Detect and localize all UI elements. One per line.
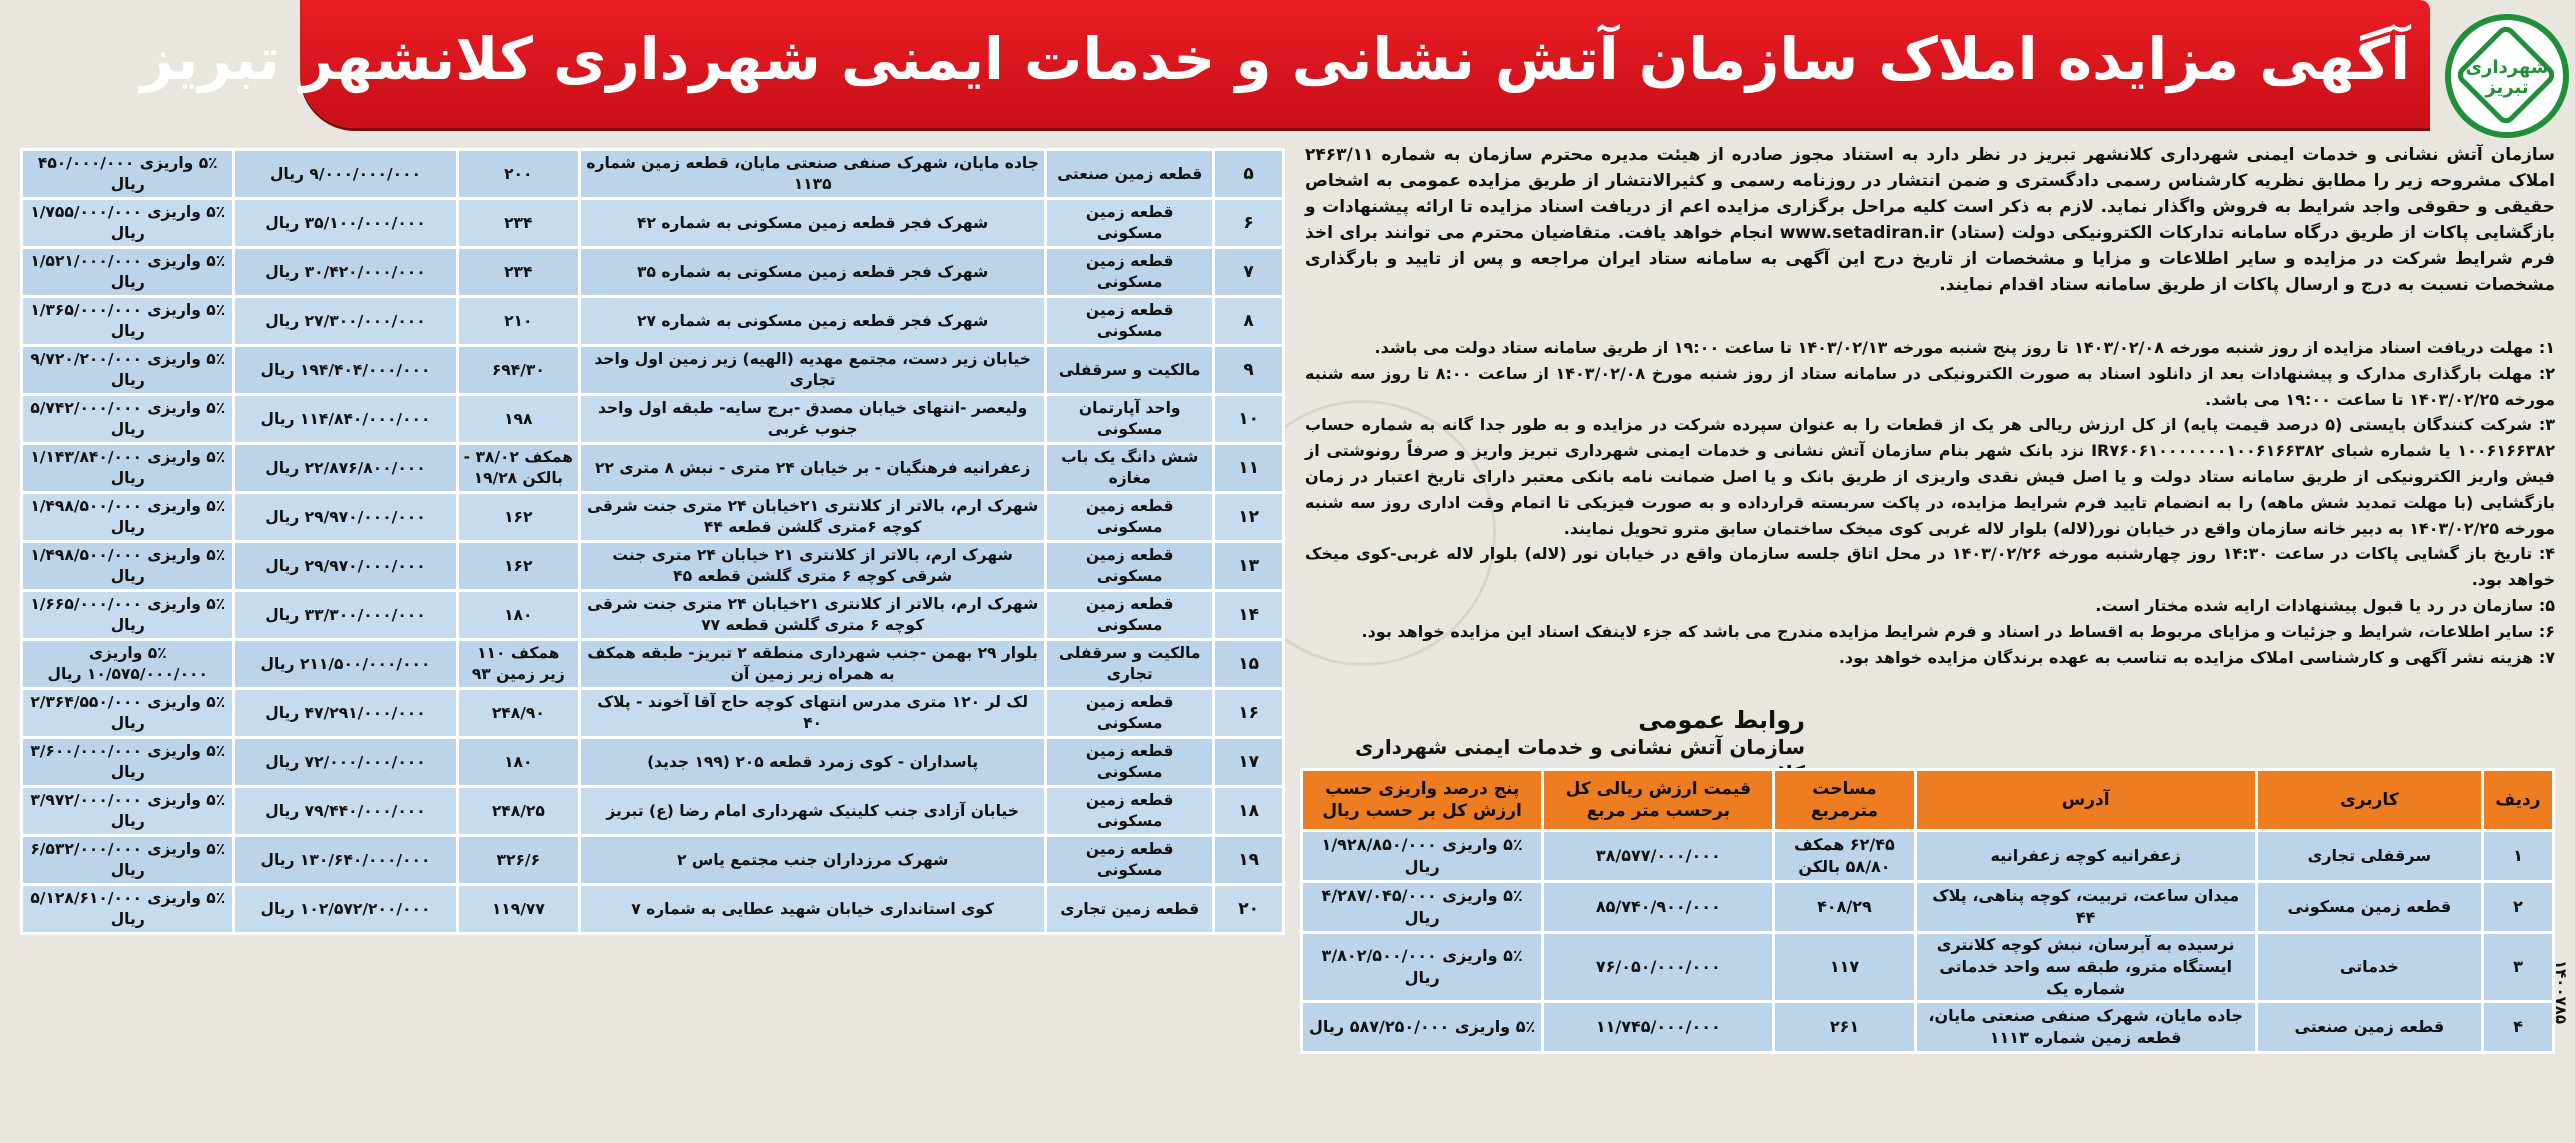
cell-price: ۱۱۴/۸۴۰/۰۰۰/۰۰۰ ریال [234,395,457,444]
table-header-row [1302,770,2554,831]
cell-usage: مالکیت و سرقفلی تجاری [1046,640,1214,689]
cell-address: زعفرانیه کوچه زعفرانیه [1915,831,2256,882]
cell-deposit: ۵٪ واریزی ۴/۲۸۷/۰۴۵/۰۰۰ ریال [1302,882,1543,933]
cell-row-number: ۷ [1214,248,1284,297]
cell-address: جاده مایان، شهرک صنفی صنعتی مایان، قطعه زمین شماره ۱۱۱۳ [1915,1002,2256,1053]
cell-deposit: ۵٪ واریزی ۱/۹۲۸/۸۵۰/۰۰۰ ریال [1302,831,1543,882]
cell-address: بلوار ۲۹ بهمن -جنب شهرداری منطقه ۲ تبریز- طبقه همکف به همراه زیر زمین آن [580,640,1046,689]
cell-usage: قطعه زمین صنعتی [2256,1002,2482,1053]
cell-price: ۸۵/۷۴۰/۹۰۰/۰۰۰ [1543,882,1774,933]
condition-item: ۷: هزینه نشر آگهی و کارشناسی املاک مزایده به تناسب به عهده برندگان مزایده خواهد بود. [1838,647,2555,667]
cell-price: ۲۹/۹۷۰/۰۰۰/۰۰۰ ریال [234,542,457,591]
cell-row-number: ۱۱ [1214,444,1284,493]
table-row [22,738,1284,787]
cell-usage: قطعه زمین مسکونی [1046,199,1214,248]
right-property-table [1300,768,2555,1054]
intro-paragraph [1305,142,2555,298]
cell-address: جاده مایان، شهرک صنفی صنعتی مایان، قطعه زمین شماره ۱۱۳۵ [580,150,1046,199]
cell-usage: قطعه زمین مسکونی [1046,297,1214,346]
side-code: ۱۴۰۰۷۸۵ [2552,960,2570,1025]
cell-area: ۱۶۲ [457,542,580,591]
condition-item: ۳: شرکت کنندگان بایستی (۵ درصد قیمت پایه) از کل ارزش ریالی هر یک از قطعات را به عنوان سپرده شرکت در مزایده و به طور جدا گانه به شماره حساب ۱۰۰۶۱۶۶۳۸۲ یا شماره شبای IR۷۶۰۶۱۰۰۰۰۰۰۰۱۰۰۶۱۶۶۳۸۲ نزد بانک شهر بنام سازمان آتش نشانی و خدمات ایمنی شهرداری تبریز واریز و صرفاً رونوشتی از فیش واریز الکترونیکی از طریق سامانه ستاد دولت و یا اصل فیش نقدی واریزی از طریق بانک و یا اصل ضمانت نامه بانکی معتبر دارای تاریخ اعتبار در زمان بازگشایی (با مهلت تمدید شش ماهه) را به انضمام تایید فرم شرایط مزایده، در پاکت سربسته قرارداده و به صورت فیزیکی تا اتمام وقت اداری روز سه شنبه مورخه ۱۴۰۳/۰۲/۲۵ به دبیر خانه سازمان واقع در خیابان نور(لاله) بلوار لاله غربی کوی میخک ساختمان سابق مترو تحویل نمایند. [1305,415,2556,538]
cell-usage: قطعه زمین مسکونی [1046,689,1214,738]
cell-row-number: ۴ [2482,1002,2553,1053]
table-row [22,493,1284,542]
cell-address: زعفرانیه فرهنگیان - بر خیابان ۲۴ متری - نبش ۸ متری ۲۲ [580,444,1046,493]
cell-area: همکف ۱۱۰ زیر زمین ۹۳ [457,640,580,689]
cell-deposit: ۵٪ واریزی ۳/۶۰۰/۰۰۰/۰۰۰ ریال [22,738,234,787]
condition-item: ۲: مهلت بارگذاری مدارک و پیشنهادات بعد از دانلود اسناد به صورت الکترونیکی در سامانه ستاد از روز شنبه مورخ ۱۴۰۳/۰۲/۰۸ از ساعت ۸:۰۰ تا روز سه شنبه مورخه ۱۴۰۳/۰۲/۲۵ تا ساعت ۱۹:۰۰ می باشد. [1305,363,2555,409]
cell-address: شهرک فجر قطعه زمین مسکونی به شماره ۳۵ [580,248,1046,297]
cell-deposit: ۵٪ واریزی ۱/۷۵۵/۰۰۰/۰۰۰ ریال [22,199,234,248]
cell-area: همکف ۳۸/۰۲ - بالکن ۱۹/۲۸ [457,444,580,493]
logo-text: شهرداری تبریز [2465,57,2549,98]
table-row [1302,882,2554,933]
cell-price: ۳۵/۱۰۰/۰۰۰/۰۰۰ ریال [234,199,457,248]
cell-price: ۴۷/۲۹۱/۰۰۰/۰۰۰ ریال [234,689,457,738]
header-area: مساحت مترمربع [1774,770,1915,831]
cell-row-number: ۵ [1214,150,1284,199]
cell-usage: قطعه زمین صنعتی [1046,150,1214,199]
header-banner [140,0,2430,128]
cell-usage: سرقفلی تجاری [2256,831,2482,882]
cell-area: ۱۶۲ [457,493,580,542]
cell-deposit: ۵٪ واریزی ۱/۳۶۵/۰۰۰/۰۰۰ ریال [22,297,234,346]
cell-usage: قطعه زمین مسکونی [2256,882,2482,933]
cell-address: شهرک مرزداران جنب مجتمع یاس ۲ [580,836,1046,885]
cell-price: ۱۳۰/۶۴۰/۰۰۰/۰۰۰ ریال [234,836,457,885]
cell-deposit: ۵٪ واریزی ۵/۱۲۸/۶۱۰/۰۰۰ ریال [22,885,234,934]
cell-usage: مالکیت و سرقفلی [1046,346,1214,395]
intro-text: سازمان آتش نشانی و خدمات ایمنی شهرداری کلانشهر تبریز در نظر دارد به استناد مجوز صادره از هیئت مدیره محترم سازمان به شماره ۲۴۶۳/۱۱ املاک مشروحه زیر را مطابق نظریه کارشناس رسمی دادگستری و ضمن انتشار در روزنامه رسمی و کثیرالانتشار از طریق مزایده عمومی به اشخاص حقیقی و حقوقی واجد شرایط به فروش واگذار نماید. لازم به ذکر است کلیه مراحل برگزاری مزایده اعم از دریافت اسناد مزایده تا ارائه پیشنهادات و بازگشایی پاکات از طریق درگاه سامانه تدارکات الکترونیکی دولت (ستاد) www.setadiran.ir انجام خواهد یافت. متقاضیان محترم می توانند برای اخذ فرم شرایط شرکت در مزایده و سایر اطلاعات و مزایا و مشخصات از تاریخ درج این آگهی به سامانه ستاد ایران مراجعه و پس از تایید و بارگذاری مشخصات نسبت به درج و ارسال پاکات از طریق سامانه ستاد اقدام نمایند. [1305,145,2555,295]
cell-row-number: ۳ [2482,933,2553,1002]
cell-deposit: ۵٪ واریزی ۱/۵۲۱/۰۰۰/۰۰۰ ریال [22,248,234,297]
cell-address: پاسداران - کوی زمرد قطعه ۲۰۵ (۱۹۹ جدید) [580,738,1046,787]
cell-price: ۷۶/۰۵۰/۰۰۰/۰۰۰ [1543,933,1774,1002]
cell-price: ۲۷/۳۰۰/۰۰۰/۰۰۰ ریال [234,297,457,346]
cell-row-number: ۱۳ [1214,542,1284,591]
cell-deposit: ۵٪ واریزی ۶/۵۳۲/۰۰۰/۰۰۰ ریال [22,836,234,885]
cell-row-number: ۱۵ [1214,640,1284,689]
cell-area: ۱۹۸ [457,395,580,444]
cell-deposit: ۵٪ واریزی ۹/۷۲۰/۲۰۰/۰۰۰ ریال [22,346,234,395]
cell-address: نرسیده به آبرسان، نبش کوچه کلانتری ایستگاه مترو، طبقه سه واحد خدماتی شماره یک [1915,933,2256,1002]
cell-price: ۱۰۲/۵۷۲/۲۰۰/۰۰۰ ریال [234,885,457,934]
table-row [22,444,1284,493]
cell-usage: قطعه زمین تجاری [1046,885,1214,934]
cell-usage: قطعه زمین مسکونی [1046,836,1214,885]
table-row [22,836,1284,885]
public-relations-label: روابط عمومی [1638,706,1805,734]
left-property-table [20,148,1285,935]
cell-usage: قطعه زمین مسکونی [1046,787,1214,836]
cell-area: ۲۴۸/۲۵ [457,787,580,836]
cell-deposit: ۵٪ واریزی ۴۵۰/۰۰۰/۰۰۰ ریال [22,150,234,199]
cell-area: ۶۲/۴۵ همکف ۵۸/۸۰ بالکن [1774,831,1915,882]
condition-item: ۴: تاریخ باز گشایی پاکات در ساعت ۱۴:۳۰ روز چهارشنبه مورخه ۱۴۰۳/۰۲/۲۶ در محل اتاق جلسه سازمان واقع در خیابان نور (لاله) بلوار لاله غربی-کوی میخک خواهد بود. [1305,544,2556,590]
cell-price: ۱۱/۷۴۵/۰۰۰/۰۰۰ [1543,1002,1774,1053]
cell-area: ۱۱۹/۷۷ [457,885,580,934]
cell-address: کوی استانداری خیابان شهید عطایی به شماره ۷ [580,885,1046,934]
cell-area: ۲۱۰ [457,297,580,346]
cell-price: ۳۰/۴۲۰/۰۰۰/۰۰۰ ریال [234,248,457,297]
cell-area: ۲۳۴ [457,248,580,297]
cell-row-number: ۱۷ [1214,738,1284,787]
table-row [22,640,1284,689]
cell-area: ۲۶۱ [1774,1002,1915,1053]
cell-address: خیابان زیر دست، مجتمع مهدیه (الهیه) زیر زمین اول واحد تجاری [580,346,1046,395]
cell-area: ۱۸۰ [457,591,580,640]
header-usage: کاربری [2256,770,2482,831]
cell-usage: قطعه زمین مسکونی [1046,738,1214,787]
cell-address: ولیعصر -انتهای خیابان مصدق -برج سایه- طبقه اول واحد جنوب غربی [580,395,1046,444]
cell-usage: واحد آپارتمان مسکونی [1046,395,1214,444]
condition-item: ۶: سایر اطلاعات، شرایط و جزئیات و مزایای مربوط به اقساط در اسناد و فرم شرایط مزایده مندرج می باشد که جزء لاینفک اسناد این مزایده خواهد بود. [1361,621,2555,641]
cell-row-number: ۲۰ [1214,885,1284,934]
cell-row-number: ۱ [2482,831,2553,882]
cell-row-number: ۲ [2482,882,2553,933]
banner-title: آگهی مزایده املاک سازمان آتش نشانی و خدمات ایمنی شهرداری کلانشهر تبریز [140,25,2410,93]
cell-usage: قطعه زمین مسکونی [1046,248,1214,297]
cell-address: لک لر ۱۲۰ متری مدرس انتهای کوچه حاج آقا آخوند - پلاک ۴۰ [580,689,1046,738]
table-row [1302,831,2554,882]
table-row [1302,933,2554,1002]
cell-usage: قطعه زمین مسکونی [1046,542,1214,591]
cell-area: ۶۹۴/۳۰ [457,346,580,395]
cell-usage: خدماتی [2256,933,2482,1002]
cell-price: ۲۲/۸۷۶/۸۰۰/۰۰۰ ریال [234,444,457,493]
cell-row-number: ۱۰ [1214,395,1284,444]
conditions-list [1305,335,2555,670]
cell-price: ۳۸/۵۷۷/۰۰۰/۰۰۰ [1543,831,1774,882]
table-row [22,591,1284,640]
cell-row-number: ۱۹ [1214,836,1284,885]
table-row [22,395,1284,444]
cell-address: خیابان آزادی جنب کلینیک شهرداری امام رضا (ع) تبریز [580,787,1046,836]
cell-area: ۴۰۸/۲۹ [1774,882,1915,933]
cell-deposit: ۵٪ واریزی ۵۸۷/۲۵۰/۰۰۰ ریال [1302,1002,1543,1053]
cell-usage: قطعه زمین مسکونی [1046,591,1214,640]
cell-address: میدان ساعت، تربیت، کوچه پناهی، پلاک ۴۴ [1915,882,2256,933]
cell-deposit: ۵٪ واریزی ۱/۴۹۸/۵۰۰/۰۰۰ ریال [22,493,234,542]
header-deposit: پنج درصد واریزی حسب ارزش کل بر حسب ریال [1302,770,1543,831]
cell-area: ۲۴۸/۹۰ [457,689,580,738]
cell-address: شهرک فجر قطعه زمین مسکونی به شماره ۴۲ [580,199,1046,248]
cell-deposit: ۵٪ واریزی ۲/۳۶۴/۵۵۰/۰۰۰ ریال [22,689,234,738]
cell-row-number: ۸ [1214,297,1284,346]
cell-price: ۳۳/۳۰۰/۰۰۰/۰۰۰ ریال [234,591,457,640]
cell-area: ۲۳۴ [457,199,580,248]
cell-price: ۹/۰۰۰/۰۰۰/۰۰۰ ریال [234,150,457,199]
cell-row-number: ۹ [1214,346,1284,395]
header-address: آدرس [1915,770,2256,831]
table-row [22,297,1284,346]
table-row [22,787,1284,836]
cell-row-number: ۱۲ [1214,493,1284,542]
header-price: قیمت ارزش ریالی کل برحسب متر مربع [1543,770,1774,831]
cell-price: ۷۲/۰۰۰/۰۰۰/۰۰۰ ریال [234,738,457,787]
cell-area: ۳۲۶/۶ [457,836,580,885]
header-row-number: ردیف [2482,770,2553,831]
cell-deposit: ۵٪ واریزی ۱/۱۴۳/۸۴۰/۰۰۰ ریال [22,444,234,493]
cell-address: شهرک فجر قطعه زمین مسکونی به شماره ۲۷ [580,297,1046,346]
cell-usage: شش دانگ یک باب مغازه [1046,444,1214,493]
cell-price: ۱۹۴/۴۰۴/۰۰۰/۰۰۰ ریال [234,346,457,395]
cell-price: ۲۹/۹۷۰/۰۰۰/۰۰۰ ریال [234,493,457,542]
condition-item: ۵: سازمان در رد یا قبول پیشنهادات ارایه شده مختار است. [2095,595,2555,615]
table-row [22,199,1284,248]
cell-area: ۱۸۰ [457,738,580,787]
municipality-logo-icon [2445,14,2569,138]
cell-deposit: ۵٪ واریزی ۳/۹۷۲/۰۰۰/۰۰۰ ریال [22,787,234,836]
table-row [22,248,1284,297]
cell-row-number: ۶ [1214,199,1284,248]
table-row [22,689,1284,738]
table-row [22,150,1284,199]
cell-row-number: ۱۸ [1214,787,1284,836]
cell-usage: قطعه زمین مسکونی [1046,493,1214,542]
cell-address: شهرک ارم، بالاتر از کلانتری ۲۱خیابان ۲۴ متری جنت شرقی کوچه ۶ متری گلشن قطعه ۷۷ [580,591,1046,640]
cell-price: ۷۹/۴۴۰/۰۰۰/۰۰۰ ریال [234,787,457,836]
cell-deposit: ۵٪ واریزی ۵/۷۴۲/۰۰۰/۰۰۰ ریال [22,395,234,444]
cell-row-number: ۱۶ [1214,689,1284,738]
table-row [22,542,1284,591]
condition-item: ۱: مهلت دریافت اسناد مزایده از روز شنبه مورخه ۱۴۰۳/۰۲/۰۸ تا روز پنج شنبه مورخه ۱۴۰۳/۰۲/۱۳ تا ساعت ۱۹:۰۰ از طریق سامانه ستاد دولت می باشد. [1374,338,2555,357]
table-row [22,885,1284,934]
org-name: سازمان آتش نشانی و خدمات ایمنی شهرداری [1354,735,1805,759]
cell-row-number: ۱۴ [1214,591,1284,640]
cell-area: ۲۰۰ [457,150,580,199]
cell-price: ۲۱۱/۵۰۰/۰۰۰/۰۰۰ ریال [234,640,457,689]
cell-address: شهرک ارم، بالاتر از کلانتری ۲۱ خیابان ۲۴ متری جنت شرقی کوچه ۶ متری گلشن قطعه ۴۵ [580,542,1046,591]
cell-address: شهرک ارم، بالاتر از کلانتری ۲۱خیابان ۲۴ متری جنت شرقی کوچه ۶متری گلشن قطعه ۴۴ [580,493,1046,542]
table-row [1302,1002,2554,1053]
cell-area: ۱۱۷ [1774,933,1915,1002]
cell-deposit: ۵٪ واریزی ۱/۴۹۸/۵۰۰/۰۰۰ ریال [22,542,234,591]
cell-deposit: ۵٪ واریزی ۱/۶۶۵/۰۰۰/۰۰۰ ریال [22,591,234,640]
cell-deposit: ۵٪ واریزی ۳/۸۰۲/۵۰۰/۰۰۰ ریال [1302,933,1543,1002]
cell-deposit: ۵٪ واریزی ۱۰/۵۷۵/۰۰۰/۰۰۰ ریال [22,640,234,689]
table-row [22,346,1284,395]
